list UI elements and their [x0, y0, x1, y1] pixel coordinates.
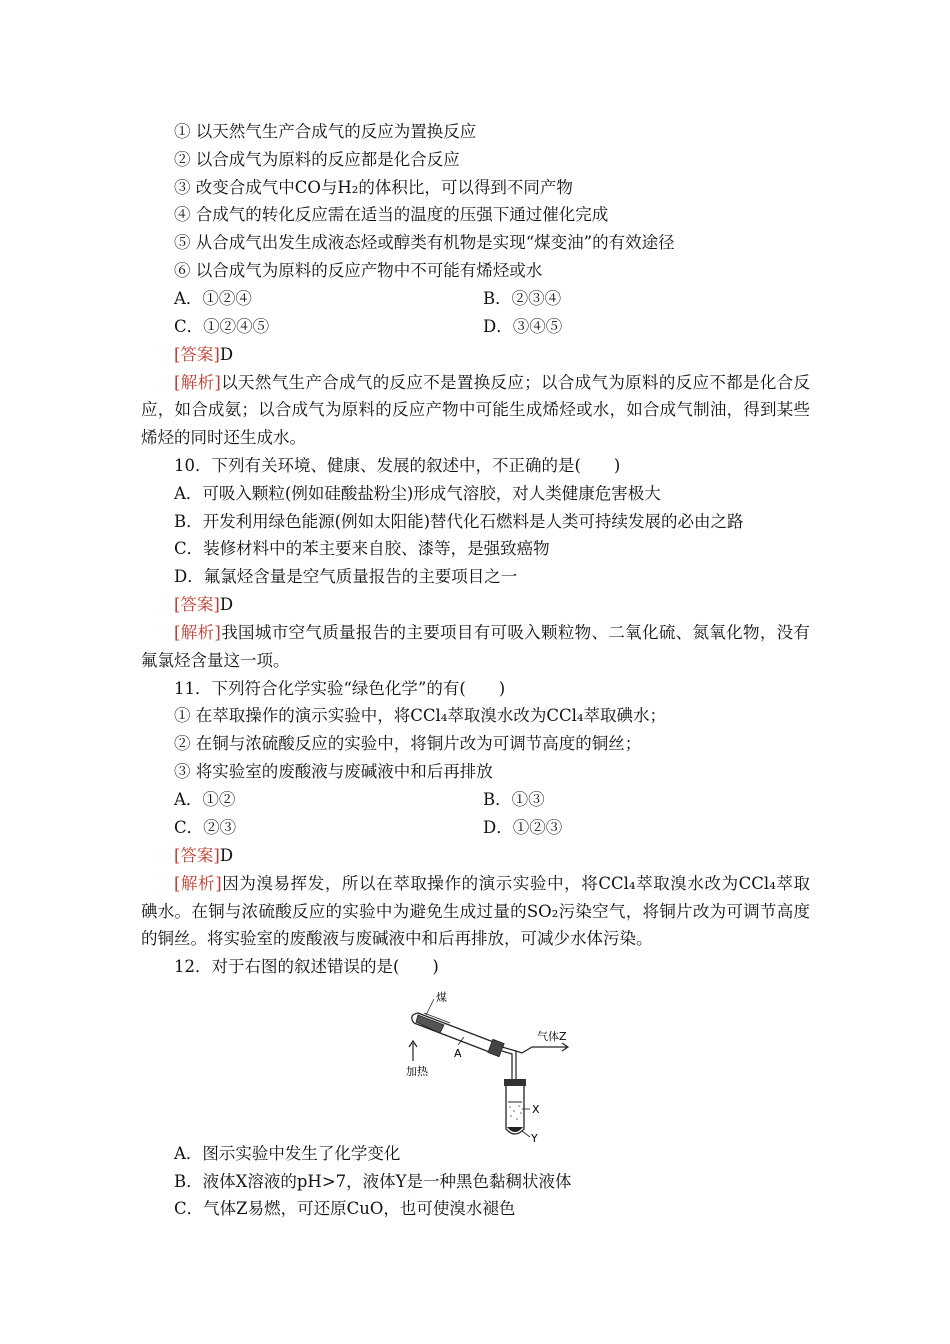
q11-option-c: C．②③: [174, 818, 237, 837]
analysis-tag: [解析]: [174, 373, 221, 392]
q10-analysis-line-2: 氟氯烃含量这一项。: [141, 651, 290, 670]
q10-answer: [174, 594, 233, 616]
q9-item-5: ⑤ 从合成气出发生成液态烃或醇类有机物是实现“煤变油”的有效途径: [174, 233, 675, 252]
q10-option-d: D．氟氯烃含量是空气质量报告的主要项目之一: [174, 567, 518, 586]
q9-option-a: A．①②④: [174, 289, 252, 308]
delivery-tube: [502, 1047, 516, 1079]
q12-option-a: A．图示实验中发生了化学变化: [174, 1144, 401, 1163]
q9-item-4: ④ 合成气的转化反应需在适当的温度的压强下通过催化完成: [174, 205, 609, 224]
q10-analysis-line-1: [解析]我国城市空气质量报告的主要项目有可吸入颗粒物、二氧化硫、氮氧化物，没有: [174, 623, 811, 642]
q12-stem: 12．对于右图的叙述错误的是( ): [174, 957, 439, 976]
q9-analysis-line-2: 应，如合成氨；以合成气为原料的反应产物中可能生成烯烃或水，如合成气制油，得到某些: [141, 400, 810, 419]
label-heat: 加热: [406, 1065, 428, 1078]
q11-item-2: ② 在铜与浓硫酸反应的实验中，将铜片改为可调节高度的铜丝；: [174, 734, 642, 753]
q11-analysis-line-2: 碘水。在铜与浓硫酸反应的实验中为避免生成过量的SO₂污染空气，将铜片改为可调节高度: [141, 902, 810, 921]
q9-answer: [174, 344, 233, 366]
heat-arrow-icon: [409, 1041, 417, 1061]
q11-option-b: B．①③: [483, 790, 545, 809]
analysis-tag: [解析]: [174, 623, 221, 642]
analysis-tag: [解析]: [174, 874, 222, 893]
answer-tag: [答案]: [174, 846, 220, 865]
q12-option-c: C．气体Z易燃，可还原CuO，也可使溴水褪色: [174, 1199, 516, 1218]
q9-analysis-line-1: [解析]以天然气生产合成气的反应不是置换反应；以合成气为原料的反应不都是化合反: [174, 373, 811, 392]
q12-option-b: B．液体X溶液的pH>7，液体Y是一种黑色黏稠状液体: [174, 1172, 572, 1191]
answer-tag: [答案]: [174, 345, 220, 364]
label-tube-a: A: [454, 1047, 462, 1060]
label-liquid-y: Y: [531, 1132, 538, 1143]
q11-answer: [174, 845, 233, 867]
answer-value: D: [219, 846, 234, 865]
q9-analysis-line-3: 烯烃的同时还生成水。: [141, 428, 306, 447]
q9-option-c: C．①②④⑤: [174, 317, 270, 336]
q10-option-c: C．装修材料中的苯主要来自胶、漆等，是强致癌物: [174, 539, 550, 558]
stopper: [488, 1039, 504, 1056]
q9-option-d: D．③④⑤: [483, 317, 563, 336]
answer-value: D: [219, 345, 234, 364]
q10-option-b: B．开发利用绿色能源(例如太阳能)替代化石燃料是人类可持续发展的必由之路: [174, 512, 744, 531]
q9-item-1: ① 以天然气生产合成气的反应为置换反应: [174, 122, 477, 141]
label-gas-z: 气体Z: [537, 1030, 567, 1043]
arrow-icon: [554, 1043, 568, 1051]
answer-value: D: [219, 595, 234, 614]
answer-tag: [答案]: [174, 595, 220, 614]
q9-option-b: B．②③④: [483, 289, 562, 308]
q11-analysis-line-1: [解析]因为溴易挥发，所以在萃取操作的演示实验中，将CCl₄萃取溴水改为CCl₄萃取: [174, 874, 810, 893]
q11-analysis-line-3: 的铜丝。将实验室的废酸液与废碱液中和后再排放，可减少水体污染。: [141, 929, 653, 948]
test-tube: [506, 1086, 524, 1134]
gas-outlet: [516, 1047, 554, 1053]
test-tube-stopper: [504, 1079, 526, 1086]
q10-option-a: A．可吸入颗粒(例如硅酸盐粉尘)形成气溶胶，对人类健康危害极大: [174, 484, 661, 503]
q11-option-d: D．①②③: [483, 818, 563, 837]
label-liquid-x: X: [532, 1103, 540, 1116]
q11-item-1: ① 在萃取操作的演示实验中，将CCl₄萃取溴水改为CCl₄萃取碘水；: [174, 706, 667, 725]
q10-stem: 10．下列有关环境、健康、发展的叙述中，不正确的是( ): [174, 456, 621, 475]
q9-item-2: ② 以合成气为原料的反应都是化合反应: [174, 150, 460, 169]
coal-distillation-apparatus-diagram: [404, 985, 584, 1143]
q11-option-a: A．①②: [174, 790, 236, 809]
q11-item-3: ③ 将实验室的废酸液与废碱液中和后再排放: [174, 762, 493, 781]
q11-stem: 11．下列符合化学实验“绿色化学”的有( ): [174, 679, 506, 698]
liquid-y: [507, 1127, 523, 1132]
liquid-x: [509, 1105, 522, 1120]
q9-item-6: ⑥ 以合成气为原料的反应产物中不可能有烯烃或水: [174, 261, 543, 280]
label-coal: 煤: [436, 991, 447, 1004]
q9-item-3: ③ 改变合成气中CO与H₂的体积比，可以得到不同产物: [174, 178, 573, 197]
